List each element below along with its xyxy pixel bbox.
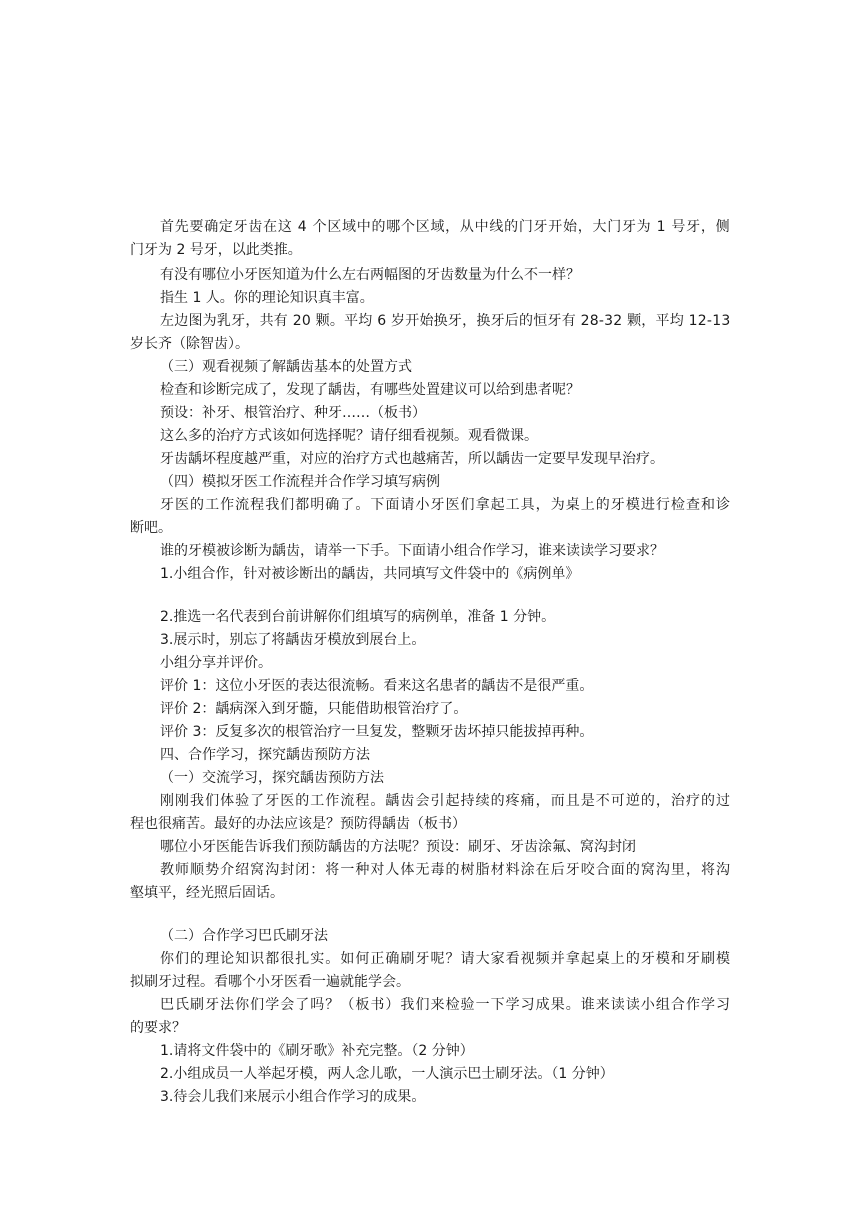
- section-heading: （四）模拟牙医工作流程并合作学习填写病例: [160, 474, 440, 490]
- text-line: 的要求？: [130, 1020, 186, 1036]
- list-item: 3.展示时，别忘了将龋齿牙模放到展台上。: [160, 632, 426, 648]
- text-line: 巴氏刷牙法你们学会了吗？（板书）我们来检验一下学习成果。谁来读读小组合作学习: [160, 997, 732, 1013]
- list-item: 1.请将文件袋中的《刷牙歌》补充完整。（2 分钟）: [160, 1043, 474, 1059]
- evaluation-line: 评价 2：龋病深入到牙髓，只能借助根管治疗了。: [160, 701, 468, 717]
- section-heading: （一）交流学习，探究龋齿预防方法: [160, 770, 384, 786]
- text-line: 门牙为 2 号牙，以此类推。: [130, 242, 302, 258]
- text-line: 指生 1 人。你的理论知识真丰富。: [160, 290, 374, 306]
- text-line: 牙齿龋坏程度越严重，对应的治疗方式也越痛苦，所以龋齿一定要早发现早治疗。: [160, 451, 664, 467]
- text-line: 你们的理论知识都很扎实。如何正确刷牙呢？请大家看视频并拿起桌上的牙模和牙刷模: [160, 951, 732, 967]
- section-heading: （二）合作学习巴氏刷牙法: [160, 928, 328, 944]
- text-line: 这么多的治疗方式该如何选择呢？请仔细看视频。观看微课。: [160, 428, 538, 444]
- section-heading: （三）观看视频了解龋齿基本的处置方式: [160, 359, 412, 375]
- list-item: 3.待会儿我们来展示小组合作学习的成果。: [160, 1089, 426, 1105]
- list-item: 1.小组合作，针对被诊断出的龋齿，共同填写文件袋中的《病例单》: [160, 566, 580, 582]
- text-line: 教师顺势介绍窝沟封闭：将一种对人体无毒的树脂材料涂在后牙咬合面的窝沟里，将沟: [160, 862, 732, 878]
- text-line: 谁的牙模被诊断为龋齿，请举一下手。下面请小组合作学习，谁来读读学习要求？: [160, 543, 664, 559]
- text-line: 岁长齐（除智齿）。: [130, 336, 249, 352]
- text-line: 断吧。: [130, 520, 172, 536]
- text-line: 左边图为乳牙，共有 20 颗。平均 6 岁开始换牙，换牙后的恒牙有 28-32 颗，平均 12-13: [160, 313, 731, 329]
- text-line: 拟刷牙过程。看哪个小牙医看一遍就能学会。: [130, 974, 410, 990]
- evaluation-line: 评价 1：这位小牙医的表达很流畅。看来这名患者的龋齿不是很严重。: [160, 678, 594, 694]
- text-line: 有没有哪位小牙医知道为什么左右两幅图的牙齿数量为什么不一样？: [160, 267, 580, 283]
- text-line: 牙医的工作流程我们都明确了。下面请小牙医们拿起工具，为桌上的牙模进行检查和诊: [160, 497, 732, 513]
- text-line: 壑填平，经光照后固话。: [130, 885, 284, 901]
- list-item: 2.推选一名代表到台前讲解你们组填写的病例单，准备 1 分钟。: [160, 609, 556, 625]
- text-line: 哪位小牙医能告诉我们预防龋齿的方法呢？预设：刷牙、牙齿涂氟、窝沟封闭: [160, 839, 636, 855]
- text-line: 预设：补牙、根管治疗、种牙……（板书）: [160, 405, 426, 421]
- text-line: 刚刚我们体验了牙医的工作流程。龋齿会引起持续的疼痛，而且是不可逆的，治疗的过: [160, 793, 732, 809]
- text-line: 程也很痛苦。最好的办法应该是？预防得龋齿（板书）: [130, 816, 466, 832]
- evaluation-line: 评价 3：反复多次的根管治疗一旦复发，整颗牙齿坏掉只能拔掉再种。: [160, 724, 594, 740]
- text-line: 首先要确定牙齿在这 4 个区域中的哪个区域，从中线的门牙开始，大门牙为 1 号牙，侧: [160, 219, 731, 235]
- text-line: 检查和诊断完成了，发现了龋齿，有哪些处置建议可以给到患者呢？: [160, 382, 580, 398]
- section-heading: 四、合作学习，探究龋齿预防方法: [160, 747, 370, 763]
- text-line: 小组分享并评价。: [160, 655, 272, 671]
- list-item: 2.小组成员一人举起牙模，两人念儿歌，一人演示巴士刷牙法。（1 分钟）: [160, 1066, 614, 1082]
